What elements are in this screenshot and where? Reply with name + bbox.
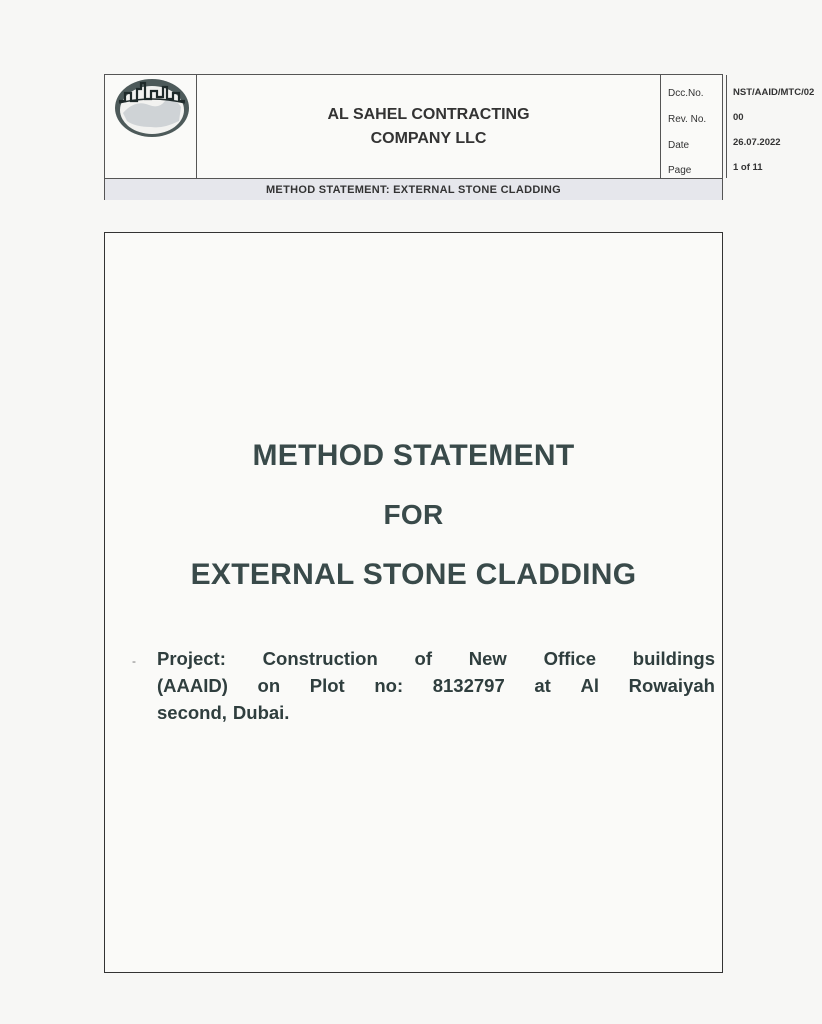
project-word: Construction <box>262 648 378 669</box>
project-word: of <box>414 648 432 669</box>
header-subtitle: METHOD STATEMENT: EXTERNAL STONE CLADDING <box>105 178 722 200</box>
project-line-3 <box>157 699 715 726</box>
project-word: no: <box>374 675 404 696</box>
cover-title-line3: EXTERNAL STONE CLADDING <box>190 558 637 591</box>
document-header-table <box>104 74 815 200</box>
project-word: New <box>468 648 507 669</box>
doc-no-label: Dcc.No. <box>668 88 704 99</box>
rev-no-value: 00 <box>733 112 744 123</box>
page-value: 1 of 11 <box>733 162 763 173</box>
rev-no-label: Rev. No. <box>668 114 707 125</box>
project-word: (AAAID) <box>157 675 228 696</box>
margin-mark: - <box>132 654 136 668</box>
project-word: on <box>257 675 281 696</box>
project-word: buildings <box>632 648 715 669</box>
logo-cell <box>105 75 197 178</box>
cover-content-box <box>104 232 723 973</box>
doc-no-value: NST/AAID/MTC/02 <box>733 87 815 98</box>
project-line-1 <box>157 645 715 672</box>
meta-label-cell <box>661 75 727 178</box>
project-word: Plot <box>309 675 345 696</box>
project-description <box>157 645 717 726</box>
project-word: Rowaiyah <box>628 675 715 696</box>
project-word: Dubai. <box>232 702 290 723</box>
project-word: at <box>534 675 551 696</box>
company-name-line2: COMPANY LLC <box>370 129 487 147</box>
page-label: Page <box>668 165 692 176</box>
company-name-line1: AL SAHEL CONTRACTING <box>327 105 530 123</box>
company-logo-icon <box>113 77 191 139</box>
cover-title-line1: METHOD STATEMENT <box>252 439 575 472</box>
project-line-2 <box>157 672 715 699</box>
meta-value-cell <box>727 75 822 178</box>
project-word: Office <box>543 648 597 669</box>
project-word: Project: <box>157 648 226 669</box>
date-label: Date <box>668 140 690 151</box>
project-word: second, <box>157 702 227 723</box>
company-name-cell <box>197 75 661 178</box>
date-value: 26.07.2022 <box>733 137 781 148</box>
project-word: 8132797 <box>432 675 505 696</box>
project-word: Al <box>580 675 599 696</box>
cover-title-line2: FOR <box>383 499 444 530</box>
